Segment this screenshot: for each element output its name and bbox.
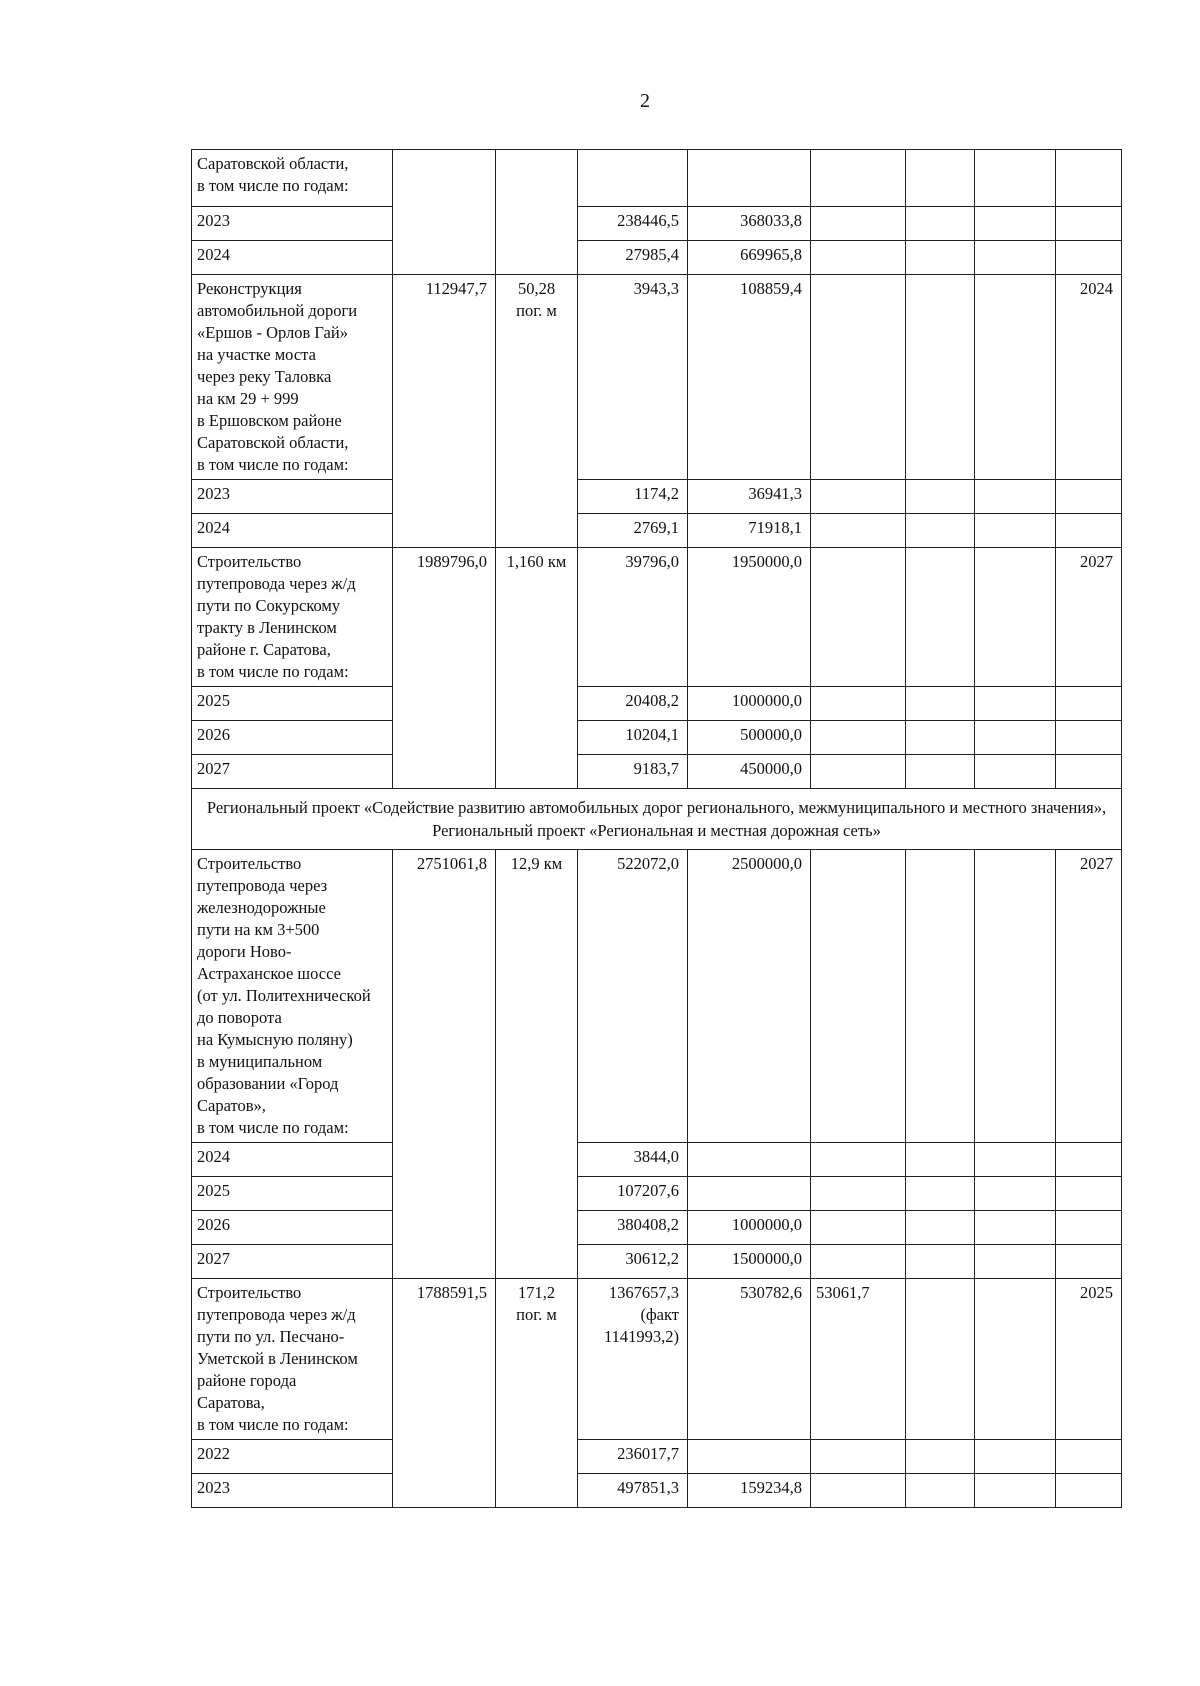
year-row-empty-cell xyxy=(811,241,906,275)
funding-3-cell xyxy=(811,150,906,207)
year-row-empty-cell xyxy=(811,1474,906,1508)
table-row xyxy=(192,548,1122,687)
table-row xyxy=(192,1279,1122,1440)
funding-4-cell xyxy=(906,1279,975,1440)
year-cell-text: 2027 xyxy=(197,1249,230,1268)
year-cell-text: 2024 xyxy=(197,245,230,264)
year-cell-text: 2025 xyxy=(197,691,230,710)
funding-1-cell-text: 1174,2 xyxy=(634,484,679,503)
year-cell xyxy=(192,241,393,275)
year-row-empty-cell xyxy=(975,721,1056,755)
funding-2-cell xyxy=(688,1440,811,1474)
table-row-year xyxy=(192,687,1122,721)
year-cell xyxy=(192,1177,393,1211)
funding-4-cell xyxy=(906,548,975,687)
funding-2-cell xyxy=(688,548,811,687)
year-row-empty-cell xyxy=(811,514,906,548)
table-row-year xyxy=(192,1177,1122,1211)
total-cost-cell xyxy=(393,548,496,789)
year-cell-text: 2023 xyxy=(197,1478,230,1497)
year-row-empty-cell xyxy=(811,687,906,721)
funding-3-cell xyxy=(811,275,906,480)
completion-year-cell xyxy=(1056,1279,1122,1440)
year-cell-text: 2023 xyxy=(197,484,230,503)
funding-1-cell-text: 497851,3 xyxy=(617,1478,679,1497)
year-row-empty-cell xyxy=(975,241,1056,275)
funding-4-cell xyxy=(906,850,975,1143)
funding-1-cell-text: 3943,3 xyxy=(633,279,679,298)
completion-year-cell xyxy=(1056,150,1122,207)
funding-3-cell-text: 53061,7 xyxy=(816,1283,870,1302)
table-row-year xyxy=(192,755,1122,789)
page-number: 2 xyxy=(640,90,650,112)
year-cell xyxy=(192,1474,393,1508)
year-row-empty-cell xyxy=(975,480,1056,514)
funding-1-cell xyxy=(578,850,688,1143)
object-name-cell-text: Строительство путепровода через железнодорожные пути на км 3+500 дороги Ново- Астраханское шоссе (от ул. Политехнической до поворота на Кумысную поляну) в муниципальном образовании «Город Саратов», в том числе по годам: xyxy=(197,854,371,1137)
funding-1-cell xyxy=(578,548,688,687)
object-name-cell-text: Строительство путепровода через ж/д пути по Сокурскому тракту в Ленинском районе г. Саратова, в том числе по годам: xyxy=(197,552,356,681)
funding-2-cell-text: 36941,3 xyxy=(748,484,802,503)
funding-3-cell xyxy=(811,548,906,687)
year-row-empty-cell xyxy=(811,1177,906,1211)
year-cell xyxy=(192,1211,393,1245)
funding-5-cell xyxy=(975,275,1056,480)
year-row-empty-cell xyxy=(906,1177,975,1211)
section-title-cell-text: Региональный проект «Содействие развитию автомобильных дорог регионального, межмуниципального и местного значения», Региональный проект «Региональная и местная дорожная сеть» xyxy=(206,798,1107,840)
funding-5-cell xyxy=(975,850,1056,1143)
year-cell xyxy=(192,755,393,789)
year-row-empty-cell xyxy=(1056,687,1122,721)
completion-year-cell xyxy=(1056,850,1122,1143)
year-row-empty-cell xyxy=(906,755,975,789)
year-cell xyxy=(192,514,393,548)
funding-2-cell xyxy=(688,207,811,241)
total-cost-cell-text: 1788591,5 xyxy=(416,1283,487,1302)
year-row-empty-cell xyxy=(906,1143,975,1177)
funding-5-cell xyxy=(975,548,1056,687)
funding-2-cell-text: 159234,8 xyxy=(740,1478,802,1497)
table-row-year xyxy=(192,1245,1122,1279)
year-row-empty-cell xyxy=(811,1245,906,1279)
funding-2-cell-text: 530782,6 xyxy=(740,1283,802,1302)
funding-2-cell-text: 500000,0 xyxy=(740,725,802,744)
completion-year-cell xyxy=(1056,275,1122,480)
year-row-empty-cell xyxy=(1056,480,1122,514)
funding-2-cell xyxy=(688,1211,811,1245)
table-row-year xyxy=(192,241,1122,275)
year-row-empty-cell xyxy=(1056,241,1122,275)
year-cell xyxy=(192,721,393,755)
year-row-empty-cell xyxy=(906,514,975,548)
year-cell-text: 2024 xyxy=(197,518,230,537)
year-row-empty-cell xyxy=(811,1143,906,1177)
year-row-empty-cell xyxy=(975,1245,1056,1279)
funding-2-cell xyxy=(688,721,811,755)
funding-1-cell xyxy=(578,275,688,480)
object-name-cell xyxy=(192,275,393,480)
funding-1-cell xyxy=(578,1177,688,1211)
funding-1-cell-text: 10204,1 xyxy=(625,725,679,744)
object-name-cell xyxy=(192,548,393,687)
year-cell xyxy=(192,1245,393,1279)
funding-1-cell xyxy=(578,1474,688,1508)
funding-1-cell-text: 3844,0 xyxy=(633,1147,679,1166)
year-row-empty-cell xyxy=(811,755,906,789)
funding-5-cell xyxy=(975,1279,1056,1440)
capacity-cell-text: 171,2 пог. м xyxy=(516,1283,557,1324)
funding-2-cell xyxy=(688,480,811,514)
funding-2-cell xyxy=(688,514,811,548)
year-row-empty-cell xyxy=(906,1211,975,1245)
funding-2-cell-text: 368033,8 xyxy=(740,211,802,230)
total-cost-cell xyxy=(393,850,496,1279)
funding-5-cell xyxy=(975,150,1056,207)
funding-2-cell xyxy=(688,1143,811,1177)
funding-2-cell-text: 1500000,0 xyxy=(731,1249,802,1268)
funding-1-cell-text: 107207,6 xyxy=(617,1181,679,1200)
object-name-cell xyxy=(192,850,393,1143)
year-row-empty-cell xyxy=(906,687,975,721)
year-cell xyxy=(192,687,393,721)
table-row-year xyxy=(192,1440,1122,1474)
capacity-cell xyxy=(496,1279,578,1508)
funding-1-cell-text: 30612,2 xyxy=(625,1249,679,1268)
funding-1-cell xyxy=(578,755,688,789)
table-row-year xyxy=(192,1474,1122,1508)
total-cost-cell-text: 1989796,0 xyxy=(416,552,487,571)
year-cell xyxy=(192,1143,393,1177)
funding-2-cell-text: 108859,4 xyxy=(740,279,802,298)
year-cell-text: 2022 xyxy=(197,1444,230,1463)
capacity-cell-text: 12,9 км xyxy=(510,854,563,873)
year-row-empty-cell xyxy=(906,207,975,241)
total-cost-cell-text: 2751061,8 xyxy=(416,854,487,873)
funding-2-cell-text: 2500000,0 xyxy=(731,854,802,873)
funding-2-cell xyxy=(688,687,811,721)
total-cost-cell-text: 112947,7 xyxy=(425,279,487,298)
year-row-empty-cell xyxy=(1056,755,1122,789)
funding-2-cell-text: 71918,1 xyxy=(748,518,802,537)
table-row-year xyxy=(192,721,1122,755)
year-row-empty-cell xyxy=(975,1474,1056,1508)
year-row-empty-cell xyxy=(811,1211,906,1245)
funding-1-cell xyxy=(578,514,688,548)
funding-2-cell xyxy=(688,1279,811,1440)
funding-2-cell xyxy=(688,275,811,480)
section-header-row xyxy=(192,789,1122,850)
year-row-empty-cell xyxy=(906,241,975,275)
funding-3-cell xyxy=(811,850,906,1143)
funding-1-cell-text: 380408,2 xyxy=(617,1215,679,1234)
year-cell-text: 2024 xyxy=(197,1147,230,1166)
funding-2-cell-text: 1000000,0 xyxy=(731,691,802,710)
capacity-cell-text: 50,28 пог. м xyxy=(516,279,557,320)
year-row-empty-cell xyxy=(975,687,1056,721)
year-row-empty-cell xyxy=(975,1177,1056,1211)
funding-1-cell-text: 9183,7 xyxy=(633,759,679,778)
year-cell-text: 2026 xyxy=(197,1215,230,1234)
table-row-year xyxy=(192,1143,1122,1177)
object-name-cell-text: Строительство путепровода через ж/д пути по ул. Песчано- Уметской в Ленинском районе города Саратова, в том числе по годам: xyxy=(197,1283,358,1434)
year-row-empty-cell xyxy=(906,1474,975,1508)
year-row-empty-cell xyxy=(1056,1474,1122,1508)
funding-1-cell-text: 39796,0 xyxy=(625,552,679,571)
year-row-empty-cell xyxy=(1056,721,1122,755)
year-row-empty-cell xyxy=(1056,1143,1122,1177)
table-row-year xyxy=(192,1211,1122,1245)
completion-year-cell-text: 2024 xyxy=(1080,279,1113,298)
completion-year-cell xyxy=(1056,548,1122,687)
capacity-cell xyxy=(496,150,578,275)
funding-1-cell xyxy=(578,207,688,241)
table-row xyxy=(192,275,1122,480)
year-row-empty-cell xyxy=(811,1440,906,1474)
year-row-empty-cell xyxy=(906,480,975,514)
year-cell xyxy=(192,480,393,514)
section-title-cell xyxy=(192,789,1122,850)
funding-1-cell-text: 2769,1 xyxy=(633,518,679,537)
capacity-cell xyxy=(496,548,578,789)
funding-1-cell xyxy=(578,1279,688,1440)
year-row-empty-cell xyxy=(975,1211,1056,1245)
funding-2-cell xyxy=(688,850,811,1143)
year-row-empty-cell xyxy=(906,1440,975,1474)
year-row-empty-cell xyxy=(975,755,1056,789)
funding-2-cell xyxy=(688,150,811,207)
funding-1-cell xyxy=(578,1143,688,1177)
object-name-cell xyxy=(192,1279,393,1440)
funding-1-cell xyxy=(578,1211,688,1245)
completion-year-cell-text: 2027 xyxy=(1080,552,1113,571)
funding-3-cell xyxy=(811,1279,906,1440)
capacity-cell-text: 1,160 км xyxy=(506,552,567,571)
completion-year-cell-text: 2027 xyxy=(1080,854,1113,873)
funding-1-cell-text: 20408,2 xyxy=(625,691,679,710)
funding-1-cell xyxy=(578,241,688,275)
table-row xyxy=(192,150,1122,207)
funding-1-cell-text: 522072,0 xyxy=(617,854,679,873)
year-cell xyxy=(192,1440,393,1474)
table-row-year xyxy=(192,514,1122,548)
object-name-cell xyxy=(192,150,393,207)
year-row-empty-cell xyxy=(906,721,975,755)
year-row-empty-cell xyxy=(906,1245,975,1279)
funding-1-cell-text: 27985,4 xyxy=(625,245,679,264)
year-cell-text: 2027 xyxy=(197,759,230,778)
total-cost-cell xyxy=(393,150,496,275)
funding-1-cell-text: 236017,7 xyxy=(617,1444,679,1463)
table-body xyxy=(192,150,1122,1508)
funding-1-cell-text: 1367657,3 (факт 1141993,2) xyxy=(603,1283,679,1346)
year-row-empty-cell xyxy=(975,207,1056,241)
funding-2-cell-text: 1000000,0 xyxy=(731,1215,802,1234)
table-row xyxy=(192,850,1122,1143)
total-cost-cell xyxy=(393,275,496,548)
year-row-empty-cell xyxy=(975,1143,1056,1177)
year-row-empty-cell xyxy=(811,207,906,241)
funding-1-cell xyxy=(578,480,688,514)
object-name-cell-text: Реконструкция автомобильной дороги «Ершов - Орлов Гай» на участке моста через реку Таловка на км 29 + 999 в Ершовском районе Саратовской области, в том числе по годам: xyxy=(197,279,358,474)
year-row-empty-cell xyxy=(811,721,906,755)
year-row-empty-cell xyxy=(975,514,1056,548)
year-row-empty-cell xyxy=(1056,1211,1122,1245)
funding-2-cell-text: 1950000,0 xyxy=(731,552,802,571)
year-row-empty-cell xyxy=(811,480,906,514)
year-row-empty-cell xyxy=(975,1440,1056,1474)
year-cell xyxy=(192,207,393,241)
year-row-empty-cell xyxy=(1056,1177,1122,1211)
year-cell-text: 2025 xyxy=(197,1181,230,1200)
year-row-empty-cell xyxy=(1056,207,1122,241)
year-cell-text: 2026 xyxy=(197,725,230,744)
capacity-cell xyxy=(496,850,578,1279)
funding-1-cell xyxy=(578,150,688,207)
total-cost-cell xyxy=(393,1279,496,1508)
table-row-year xyxy=(192,480,1122,514)
funding-2-cell xyxy=(688,1177,811,1211)
table-row-year xyxy=(192,207,1122,241)
year-row-empty-cell xyxy=(1056,1245,1122,1279)
funding-2-cell xyxy=(688,241,811,275)
funding-1-cell xyxy=(578,687,688,721)
funding-2-cell-text: 669965,8 xyxy=(740,245,802,264)
funding-4-cell xyxy=(906,150,975,207)
funding-1-cell xyxy=(578,1440,688,1474)
financing-table xyxy=(191,149,1122,1508)
funding-2-cell xyxy=(688,755,811,789)
funding-4-cell xyxy=(906,275,975,480)
year-row-empty-cell xyxy=(1056,514,1122,548)
capacity-cell xyxy=(496,275,578,548)
completion-year-cell-text: 2025 xyxy=(1080,1283,1113,1302)
funding-2-cell-text: 450000,0 xyxy=(740,759,802,778)
funding-1-cell-text: 238446,5 xyxy=(617,211,679,230)
funding-2-cell xyxy=(688,1474,811,1508)
funding-1-cell xyxy=(578,1245,688,1279)
year-cell-text: 2023 xyxy=(197,211,230,230)
year-row-empty-cell xyxy=(1056,1440,1122,1474)
funding-2-cell xyxy=(688,1245,811,1279)
funding-1-cell xyxy=(578,721,688,755)
object-name-cell-text: Саратовской области, в том числе по годам: xyxy=(197,154,349,195)
